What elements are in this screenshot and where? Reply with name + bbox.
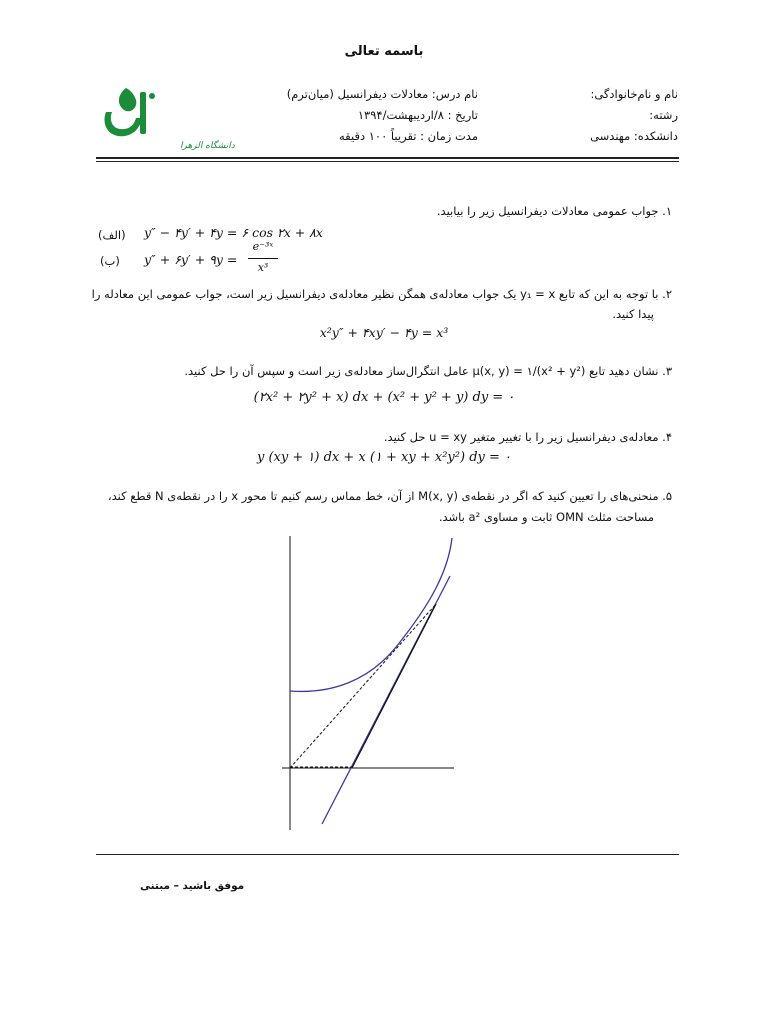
q1b-fraction-bar [248, 258, 278, 259]
q1-number: ۱. [662, 204, 672, 218]
q1a-label: (الف) [98, 228, 126, 242]
solution-curve [290, 538, 452, 691]
q5-line2: مساحت مثلث OMN ثابت و مساوی a² باشد. [438, 510, 654, 524]
q1b-lhs: y″ + ۶y′ + ۹y = [144, 252, 238, 267]
q2-number: ۲. [662, 287, 672, 301]
logo-text: دانشگاه الزهرا [180, 141, 235, 151]
q2-statement: با توجه به این که تابع y₁ = x یک جواب معادله‌ی همگن نظیر معادله‌ی دیفرانسیل زیر است، جواب عمومی این معادله را [91, 287, 659, 301]
field-label: رشته: [649, 108, 678, 122]
q1b-denominator: x³ [257, 261, 269, 274]
q3-number: ۳. [662, 364, 672, 378]
q1a-equation: y″ − ۴y′ + ۴y = ۶ cos ۲x + ۸x [144, 225, 323, 240]
segment-mn [352, 604, 436, 768]
header-rule-thick [96, 157, 679, 159]
q3-statement: نشان دهید تابع μ(x, y) = ۱/(x² + y²) عامل انتگرال‌ساز معادله‌ی زیر است و سپس آن را حل کنید. [184, 364, 659, 378]
q1b-label: (ب) [100, 254, 120, 268]
q3-line1 [184, 364, 672, 378]
university-logo [96, 82, 235, 152]
q4-statement: معادله‌ی دیفرانسیل زیر را با تغییر متغیر u = xy حل کنید. [383, 430, 659, 444]
footer-rule [96, 854, 679, 855]
tangent-figure [270, 532, 470, 834]
faculty-label: دانشکده: مهندسی [590, 129, 678, 143]
q2-line1 [92, 287, 672, 301]
q1-text [437, 204, 672, 218]
course-label: نام درس: معادلات دیفرانسیل (میان‌ترم) [286, 87, 478, 101]
q2-equation: x²y″ + ۴xy′ − ۴y = x³ [319, 325, 449, 340]
q4-equation: y (xy + ۱) dx + x (۱ + xy + x²y²) dy = ۰ [257, 450, 511, 465]
q1-statement: جواب عمومی معادلات دیفرانسیل زیر را بیابید. [436, 204, 659, 218]
q4-number: ۴. [662, 430, 672, 444]
footer-text: موفق باشید – مبتنی [140, 880, 245, 892]
name-label: نام و نام‌خانوادگی: [590, 87, 678, 101]
page-title: باسمه تعالی [344, 44, 424, 59]
q5-line1 [108, 489, 672, 503]
q2-line2: پیدا کنید. [612, 307, 654, 321]
q5-number: ۵. [662, 489, 672, 503]
date-label: تاریخ : ۸/اردیبهشت/۱۳۹۴ [357, 108, 478, 122]
q3-equation: (۲x² + ۲y² + x) dx + (x² + y² + y) dy = ۰ [253, 390, 515, 405]
header-rule-thin [96, 161, 679, 162]
q1b-numerator: e⁻³ˣ [252, 240, 274, 253]
duration-label: مدت زمان : تقریباً ۱۰۰ دقیقه [339, 129, 478, 143]
q4-line1 [384, 430, 672, 444]
q5-statement: منحنی‌های را تعیین کنید که اگر در نقطه‌ی M(x, y) از آن، خط مماس رسم کنیم تا محور x را در نقطه‌ی N قطع کند، [107, 489, 659, 503]
